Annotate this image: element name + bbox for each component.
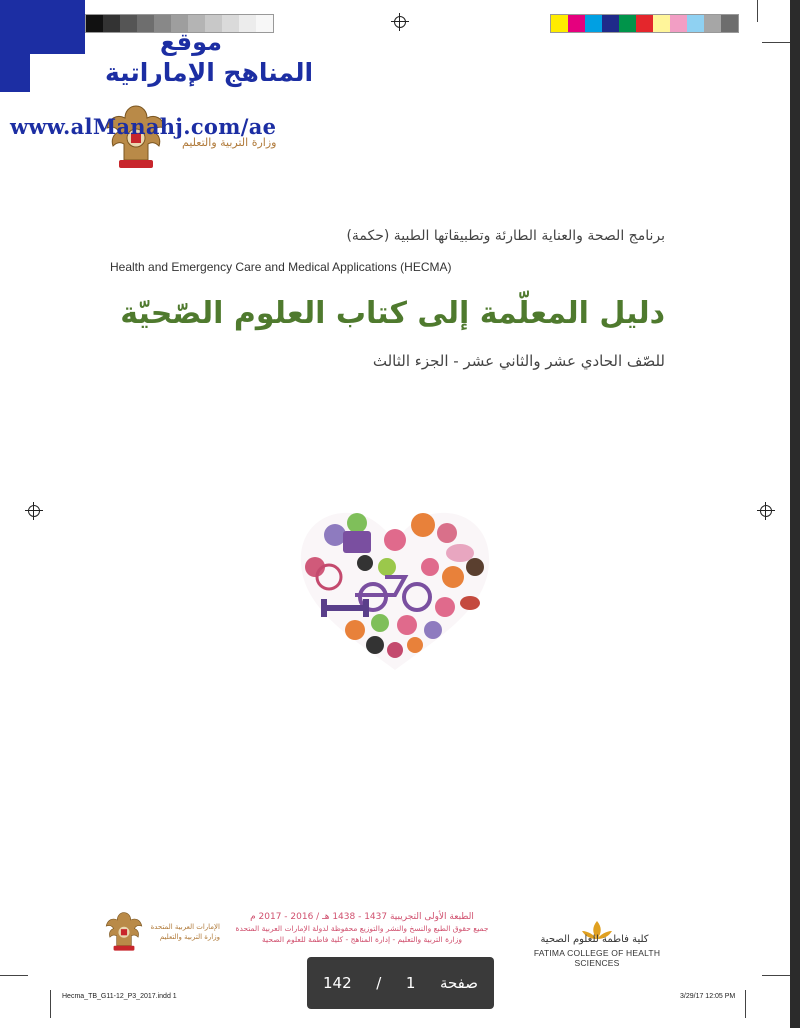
program-title-english: Health and Emergency Care and Medical Applications (HECMA) xyxy=(110,260,452,274)
footer-ministry-line2: وزارة التربية والتعليم xyxy=(159,933,220,941)
footer-ministry-line1: الإمارات العربية المتحدة xyxy=(150,923,220,931)
registration-mark-top xyxy=(394,16,406,28)
timestamp-label: 3/29/17 12:05 PM xyxy=(680,993,736,1000)
registration-mark-right xyxy=(760,505,772,517)
watermark-title-line1: موقع xyxy=(160,28,223,56)
registration-mark-left xyxy=(28,505,40,517)
rights-line1: جميع حقوق الطبع والنسخ والنشر والتوزيع محفوظة لدولة الإمارات العربية المتحدة xyxy=(235,924,489,933)
page-label: صفحة xyxy=(439,974,478,992)
watermark-url-link[interactable]: www.alManahj.com/ae xyxy=(10,114,277,139)
program-title-arabic: برنامج الصحة والعناية الطارئة وتطبيقاتها الطبية (حكمة) xyxy=(346,228,665,244)
book-title: دليل المعلّمة إلى كتاب العلوم الصّحيّة xyxy=(120,296,665,331)
book-subtitle: للصّف الحادي عشر والثاني عشر - الجزء الثالث xyxy=(372,352,665,370)
color-calibration-bar xyxy=(550,14,739,33)
crop-mark xyxy=(0,975,28,976)
crop-mark xyxy=(757,0,758,22)
footer-uae-emblem-icon xyxy=(105,908,143,954)
crop-mark xyxy=(745,990,746,1018)
page-navigator[interactable] xyxy=(307,957,494,1009)
file-name-label: Hecma_TB_G11-12_P3_2017.indd 1 xyxy=(62,993,177,1000)
watermark-title-line2: المناهج الإماراتية xyxy=(105,58,314,87)
edition-rights-block xyxy=(232,912,492,945)
crop-mark xyxy=(762,975,790,976)
crop-mark xyxy=(762,42,790,43)
watermark-logo-cutout xyxy=(30,54,85,94)
footer-ministry-name xyxy=(150,922,220,942)
page-separator: / xyxy=(376,974,382,992)
college-name-english: FATIMA COLLEGE OF HEALTH SCIENCES xyxy=(533,948,661,968)
total-pages: 142 xyxy=(323,974,352,992)
healthy-heart-illustration-icon xyxy=(295,505,495,675)
viewer-edge xyxy=(790,0,800,1028)
edition-line: الطبعة الأولى التجريبية 1437 - 1438 هـ / 2016 - 2017 م xyxy=(250,912,474,922)
rights-line2: وزارة التربية والتعليم - إدارة المناهج - كلية فاطمة للعلوم الصحية xyxy=(262,935,462,944)
current-page-input[interactable]: 1 xyxy=(405,974,416,992)
ministry-name: وزارة التربية والتعليم xyxy=(182,136,277,149)
college-name-arabic: كلية فاطمة للعلوم الصحية xyxy=(540,934,649,945)
crop-mark xyxy=(50,990,51,1018)
